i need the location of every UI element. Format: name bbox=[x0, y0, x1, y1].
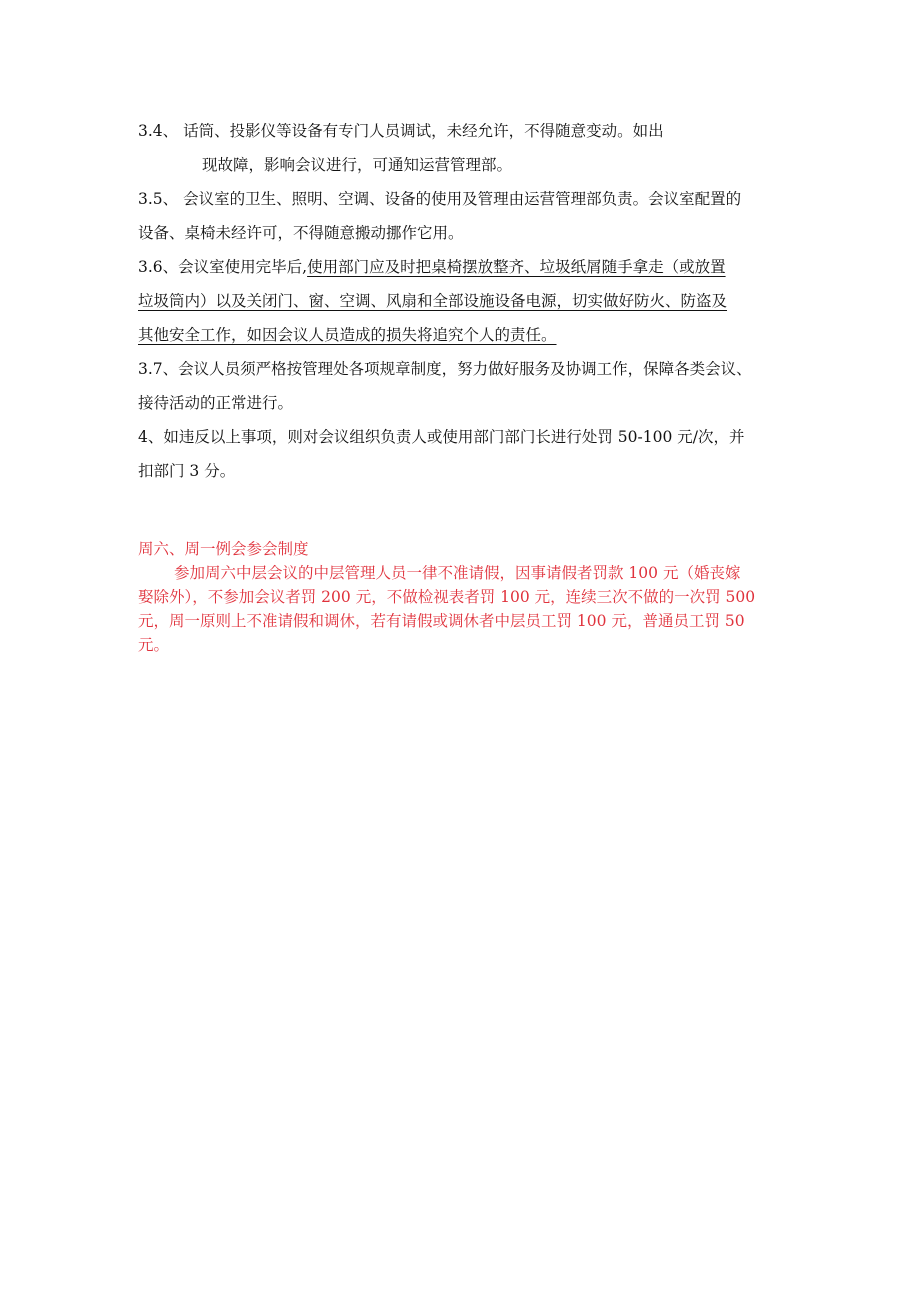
meeting-policy bbox=[138, 537, 794, 657]
meeting-policy-line3: 元，周一原则上不准请假和调休，若有请假或调休者中层员工罚 100 元，普通员工罚 50 bbox=[138, 612, 745, 630]
item-3-6-line1 bbox=[138, 250, 794, 284]
item-4-line1: 4、如违反以上事项，则对会议组织负责人或使用部门部门长进行处罚 50-100 元/次，并 bbox=[138, 428, 745, 446]
meeting-policy-line4: 元。 bbox=[138, 636, 170, 654]
item-3-6-underlined-1: 使用部门应及时把桌椅摆放整齐、垃圾纸屑随手拿走（或放置 bbox=[307, 258, 726, 276]
item-4 bbox=[138, 420, 794, 488]
item-3-7 bbox=[138, 352, 794, 420]
item-3-4 bbox=[138, 114, 794, 182]
item-4-line2: 扣部门 3 分。 bbox=[138, 462, 236, 480]
meeting-policy-line2: 娶除外），不参加会议者罚 200 元，不做检视表者罚 100 元，连续三次不做的一次罚 500 bbox=[138, 588, 756, 606]
item-3-5 bbox=[138, 182, 794, 250]
item-3-5-line2: 设备、桌椅未经许可，不得随意搬动挪作它用。 bbox=[138, 224, 464, 242]
item-3-6-prefix: 3.6、会议室使用完毕后, bbox=[138, 258, 308, 276]
item-3-7-line1: 3.7、会议人员须严格按管理处各项规章制度，努力做好服务及协调工作，保障各类会议、 bbox=[138, 360, 752, 378]
item-3-4-line2: 现故障，影响会议进行，可通知运营管理部。 bbox=[202, 156, 513, 174]
meeting-policy-title: 周六、周一例会参会制度 bbox=[138, 540, 309, 558]
item-3-6-line3 bbox=[138, 318, 794, 352]
item-3-4-line1: 3.4、 话筒、投影仪等设备有专门人员调试，未经允许，不得随意变动。如出 bbox=[138, 122, 664, 140]
item-3-6-line2 bbox=[138, 284, 794, 318]
item-3-6-underlined-2: 垃圾筒内）以及关闭门、窗、空调、风扇和全部设施设备电源，切实做好防火、防盗及 bbox=[138, 292, 728, 310]
meeting-policy-line1: 参加周六中层会议的中层管理人员一律不准请假，因事请假者罚款 100 元（婚丧嫁 bbox=[174, 564, 741, 582]
item-3-5-line1: 3.5、 会议室的卫生、照明、空调、设备的使用及管理由运营管理部负责。会议室配置的 bbox=[138, 190, 742, 208]
item-3-6 bbox=[138, 250, 794, 352]
item-3-7-line2: 接待活动的正常进行。 bbox=[138, 394, 294, 412]
item-3-6-underlined-3: 其他安全工作，如因会议人员造成的损失将追究个人的责任。 bbox=[138, 326, 557, 344]
